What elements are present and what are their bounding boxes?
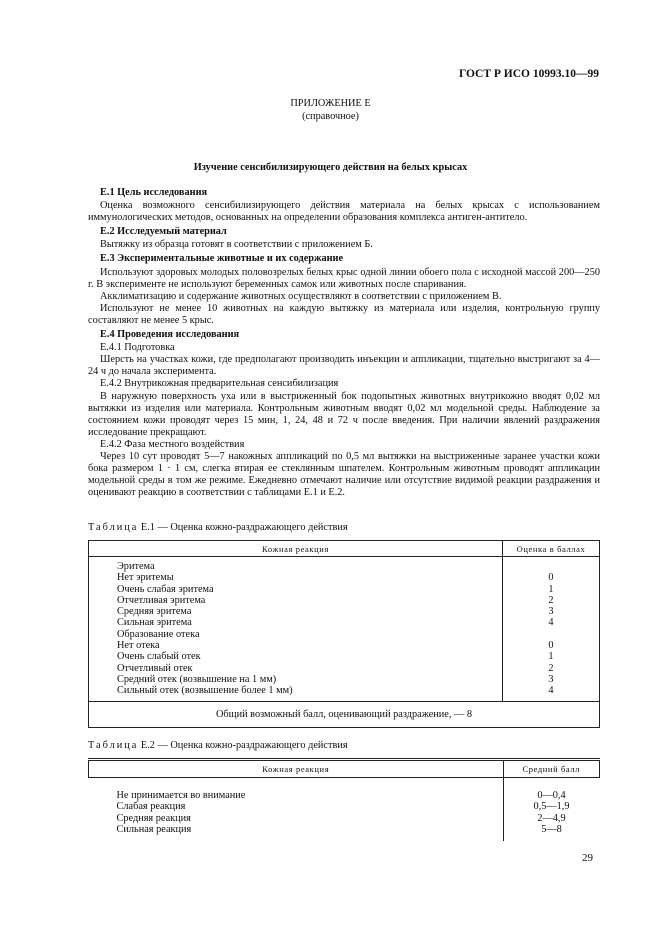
subsection-heading: Е.4.1 Подготовка xyxy=(100,342,175,354)
paragraph: Используют не менее 10 животных на каждую вытяжку из материала или изделия, контрольную группу составляют не менее 5 крыс. xyxy=(88,302,600,326)
reaction-cell: Не принимается во внимание Слабая реакция Средняя реакция Сильная реакция xyxy=(89,778,504,842)
score-cell: 0—0,4 0,5—1,9 2—4,9 5—8 xyxy=(503,778,600,842)
paragraph: Вытяжку из образца готовят в соответствии с приложением Б. xyxy=(100,239,373,251)
column-header: Средний балл xyxy=(503,760,600,778)
table2-caption xyxy=(88,740,348,751)
table-e2 xyxy=(88,758,600,841)
document-title: Изучение сенсибилизирующего действия на белых крысах xyxy=(193,162,468,173)
paragraph: Через 10 сут проводят 5—7 накожных аппликаций по 0,5 мл вытяжки на выстриженные заранее участки кожи бока размером 1 · 1 см, слегка втирая ее стеклянным шпателем. Контрольным животным проводят аппликации модельной среды в том же режиме. Ежедневно отмечают наличие или отсутствие видимой реакции раздражения и оценивают реакцию в соответствии с таблицами Е.1 и Е.2. xyxy=(88,450,600,499)
table-e1 xyxy=(88,540,600,728)
paragraph: В наружную поверхность уха или в выстриженный бок подопытных животных внутрикожно вводят 0,02 мл вытяжки из изделия или материала. Контрольным животным вводят 0,02 мл модельной среды. Наблюдение за состоянием кожи проводят через 15 мин, 1, 24, 48 и 72 ч после введения. При наличии явлений раздражения исследование прекращают. xyxy=(88,390,600,438)
appendix-title: ПРИЛОЖЕНИЕ Е xyxy=(290,98,371,109)
section-heading: Е.1 Цель исследования xyxy=(100,187,208,198)
appendix-subtitle: (справочное) xyxy=(302,111,359,122)
paragraph: Шерсть на участках кожи, где предполагают производить инъекции и аппликации, тщательно выстригают за 4—24 ч до начала эксперимента. xyxy=(88,354,600,378)
score-cell: 0 1 2 3 4 0 1 2 3 4 xyxy=(503,557,600,702)
body-text xyxy=(88,185,600,499)
section-heading: Е.4 Проведения исследования xyxy=(100,329,240,341)
paragraph: Акклиматизацию и содержание животных осуществляют в соответствии с приложением В. xyxy=(100,290,502,302)
table-label: Таблица xyxy=(88,740,139,751)
document-header: ГОСТ Р ИСО 10993.10—99 xyxy=(458,68,599,80)
table-caption-text: Е.2 — Оценка кожно-раздражающего действия xyxy=(140,740,348,751)
subsection-heading: Е.4.2 Внутрикожная предварительная сенсибилизация xyxy=(100,378,339,390)
column-header: Оценка в баллах xyxy=(503,541,600,557)
column-header: Кожная реакция xyxy=(89,541,503,557)
paragraph: Используют здоровых молодых половозрелых белых крыс одной линии обоего пола с исходной массой 200—250 г. В эксперименте не используют беременных самок или животных после спаривания. xyxy=(88,266,600,290)
table-footer: Общий возможный балл, оценивающий раздражение, — 8 xyxy=(89,701,600,727)
table-label: Таблица xyxy=(88,522,139,533)
section-heading: Е.2 Исследуемый материал xyxy=(100,226,227,238)
column-header: Кожная реакция xyxy=(89,760,504,778)
table1-caption xyxy=(88,522,348,533)
reaction-cell: Эритема Нет эритемы Очень слабая эритема Отчетливая эритема Средняя эритема Сильная эритема Образование отека Нет отека Очень слабый отек Отчетливый отек Средний отек (возвышение на 1 мм) Сильный отек (возвышение более 1 мм) xyxy=(89,557,503,702)
page-number: 29 xyxy=(582,852,593,864)
subsection-heading: Е.4.2 Фаза местного воздействия xyxy=(100,438,245,450)
section-heading: Е.3 Экспериментальные животные и их содержание xyxy=(100,253,344,265)
table-caption-text: Е.1 — Оценка кожно-раздражающего действия xyxy=(140,522,348,533)
paragraph: Оценка возможного сенсибилизирующего действия материала на белых крысах с использованием иммунологических методов, основанных на определении образования комплекса антиген-антитело. xyxy=(88,200,600,224)
